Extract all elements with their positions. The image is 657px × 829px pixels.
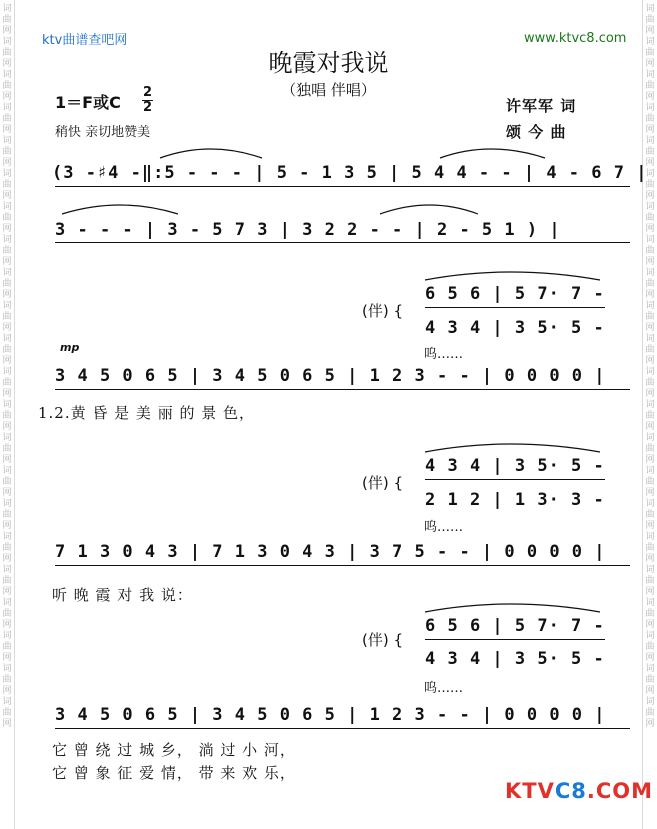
logo-accent: C8 (554, 779, 587, 803)
melody-line-3: 3 4 5 0 6 5 | 3 4 5 0 6 5 | 1 2 3 - - | 0 0 0 0 | (55, 705, 606, 725)
meter-top: 2 (142, 85, 153, 100)
accompaniment-lower: 4 3 4 | 3 5· 5 - (425, 649, 605, 669)
song-subtitle: （独唱 伴唱） (281, 81, 376, 99)
accompaniment-lower: 2 1 2 | 1 3· 3 - (425, 490, 605, 510)
slur (425, 604, 600, 612)
lyric-line-1: 1.2.黄 昏 是 美 丽 的 景 色， (38, 404, 256, 422)
slur (160, 149, 262, 158)
watermark-text: 词曲网词曲网词曲网词曲网词曲网词曲网词曲网词曲网词曲网词曲网词曲网词曲网词曲网词曲网词曲网词曲网词曲网词曲网词曲网词曲网词曲网词曲网 (645, 4, 655, 729)
site-url-right[interactable]: www.ktvc8.com (524, 31, 627, 46)
accompaniment-upper: 6 5 6 | 5 7· 7 - (425, 616, 605, 636)
logo-main: KTV (505, 779, 555, 803)
accompaniment-label: (伴) { (362, 631, 404, 649)
slur (62, 205, 178, 214)
intro-line-2: 3 - - - | 3 - 5 7 3 | 3 2 2 - - | 2 - 5 1 ) | (55, 220, 561, 240)
humming-text: 呜…… (424, 347, 464, 362)
intro-line-1: (3 -♯4 -‖:5 - - - | 5 - 1 3 5 | 5 4 4 - - | 4 - 6 7 | (52, 163, 648, 183)
composer-credit: 颂 今 曲 (506, 123, 567, 141)
song-title: 晚霞对我说 (268, 49, 389, 77)
humming-text: 呜…… (424, 520, 464, 535)
lyric-line-3a: 它 曾 绕 过 城 乡， 淌 过 小 河， (52, 741, 296, 759)
accompaniment-upper: 6 5 6 | 5 7· 7 - (425, 284, 605, 304)
accompaniment-label: (伴) { (362, 474, 404, 492)
key-signature: 1＝F或C (55, 93, 121, 112)
slur (380, 205, 478, 214)
tempo-marking: 稍快 亲切地赞美 (55, 125, 151, 140)
humming-text: 呜…… (424, 681, 464, 696)
melody-line-2: 7 1 3 0 4 3 | 7 1 3 0 4 3 | 3 7 5 - - | 0 0 0 0 | (55, 542, 606, 562)
meter-bottom: 2 (142, 100, 153, 115)
lyric-line-3b: 它 曾 象 征 爱 情， 带 来 欢 乐， (52, 764, 296, 782)
accompaniment-label: (伴) { (362, 302, 404, 320)
site-name-left: ktv曲谱查吧网 (42, 33, 128, 48)
accompaniment-upper: 4 3 4 | 3 5· 5 - (425, 456, 605, 476)
lyric-line-2: 听 晚 霞 对 我 说： (52, 586, 193, 604)
dynamic-marking: mp (60, 341, 80, 354)
logo-tail: .COM (586, 779, 654, 803)
lyricist-credit: 许军军 词 (506, 97, 577, 115)
slur (425, 444, 600, 452)
slur (440, 149, 545, 158)
accompaniment-lower: 4 3 4 | 3 5· 5 - (425, 318, 605, 338)
watermark-text: 词曲网词曲网词曲网词曲网词曲网词曲网词曲网词曲网词曲网词曲网词曲网词曲网词曲网词曲网词曲网词曲网词曲网词曲网词曲网词曲网词曲网词曲网 (2, 4, 12, 729)
slur (425, 272, 600, 280)
melody-line-1: 3 4 5 0 6 5 | 3 4 5 0 6 5 | 1 2 3 - - | 0 0 0 0 | (55, 366, 606, 386)
site-logo[interactable] (505, 779, 653, 803)
